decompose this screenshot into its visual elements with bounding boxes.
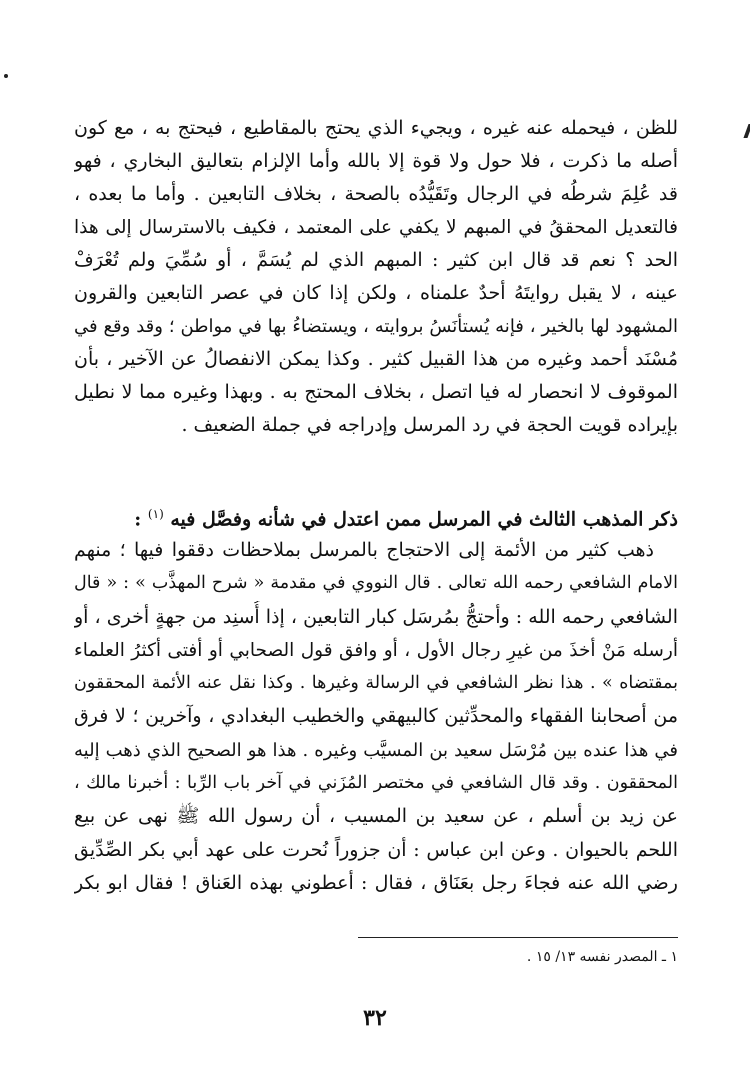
footnote: ١ ـ المصدر نفسه ١٣/ ١٥ . — [526, 949, 678, 965]
scan-speck — [4, 74, 8, 78]
text-line: بإيراده قويت الحجة في رد المرسل وإدراجه في جملة الضعيف . — [181, 414, 678, 436]
text-line: بمقتضاه » . هذا نظر الشافعي في الرسالة وغيرها . وكذا نقل عنه الأئمة المحققون — [74, 673, 678, 694]
text-line: ذهب كثير من الأئمة إلى الاحتجاج بالمرسل بملاحظات دققوا فيها ؛ منهم — [74, 539, 654, 561]
text-line: أرسله مَنْ أخذَ من غيرِ رجال الأول ، أو وافق قول الصحابي أو أفتى أكثرُ العلماء — [74, 639, 678, 661]
section-heading — [74, 498, 678, 536]
text-line: المحققون . وقد قال الشافعي في مختصر المُزَني في آخر باب الرِّبا : أخبرنا مالك ، — [74, 773, 678, 794]
paragraph-2 — [74, 534, 678, 900]
paragraph-1 — [74, 112, 678, 442]
text-line: عن زيد بن أسلم ، عن سعيد بن المسيب ، أن رسول الله ﷺ نهى عن بيع — [74, 805, 678, 828]
section-heading-text: ذكر المذهب الثالث في المرسل ممن اعتدل في شأنه وفصَّل فيه — [170, 508, 678, 531]
text-line: من أصحابنا الفقهاء والمحدِّثين كالبيهقي والخطيب البغدادي ، وآخرين ؛ لا فرق — [74, 705, 678, 728]
text-line: اللحم بالحيوان . وعن ابن عباس : أن جزوراً نُحرت على عهد أبي بكر الصِّدِّيق — [74, 838, 678, 861]
scan-edge-mark — [743, 124, 750, 138]
text-line: الموقوف لا انحصار له فيا اتصل ، بخلاف المحتج به . وبهذا وغيره مما لا نطيل — [74, 381, 678, 403]
footnote-divider — [358, 937, 678, 938]
text-line: الشافعي رحمه الله : وأحتجُّ بمُرسَل كبار التابعين ، إذا أُسنِد من جهةٍ أخرى ، أو — [74, 605, 678, 628]
text-line: قد عُلِمَ شرطُه في الرجال وتَقَيُّدُه بالصحة ، بخلاف التابعين . وأما ما بعده ، — [74, 183, 678, 205]
text-line: فالتعديل المحققُ في المبهم لا يكفي على المعتمد ، فكيف بالاسترسال إلى هذا — [74, 217, 678, 238]
text-line: أصله ما ذكرت ، فلا حول ولا قوة إلا بالله وأما الإلزام بتعاليق البخاري ، فهو — [74, 150, 678, 172]
text-line: مُسْنَد أحمد وغيره من هذا القبيل كثير . وكذا يمكن الانفصالُ عن الآخير ، بأن — [74, 348, 678, 370]
text-line: الامام الشافعي رحمه الله تعالى . قال النووي في مقدمة « شرح المهذَّب » : « قال — [74, 573, 678, 594]
text-line: عينه ، لا يقبل روايتَهُ أحدٌ علمناه ، ولكن إذا كان في عصر التابعين والقرون — [74, 282, 678, 304]
section-heading-colon: : — [134, 508, 142, 531]
text-line: رضي الله عنه فجاءَ رجل بعَنَاق ، فقال : أعطوني بهذه العَناق ! فقال ابو بكر — [74, 871, 678, 894]
footnote-reference[interactable]: (١) — [147, 507, 164, 521]
text-line: للظن ، فيحمله عنه غيره ، ويجيء الذي يحتج بالمقاطيع ، فيحتج به ، مع كون — [74, 117, 678, 139]
text-line: المشهود لها بالخير ، فإنه يُستأنَسُ بروايته ، ويستضاءُ بها في مواطن ؛ وقد وقع في — [74, 316, 678, 337]
text-line: الحد ؟ نعم قد قال ابن كثير : المبهم الذي لم يُسَمَّ ، أو سُمِّيَ ولم تُعْرَفْ — [74, 249, 678, 271]
text-line: في هذا عنده بين مُرْسَل سعيد بن المسيَّب وغيره . هذا هو الصحيح الذي ذهب إليه — [74, 739, 678, 761]
page-number: ٣٢ — [363, 1005, 387, 1031]
